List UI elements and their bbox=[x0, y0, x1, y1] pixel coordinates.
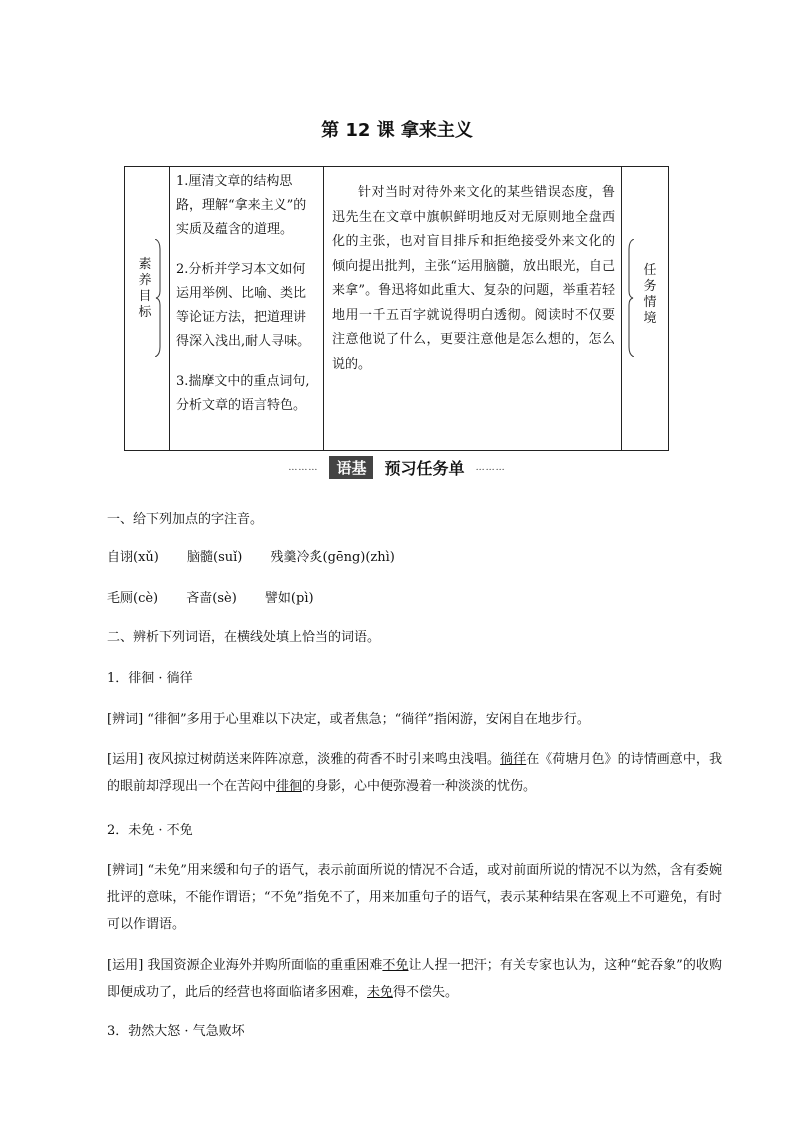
yunyong-label: [运用] bbox=[107, 958, 144, 973]
section-header bbox=[0, 456, 794, 480]
yunyong-text: 的身影，心中便弥漫着一种淡淡的忧伤。 bbox=[302, 779, 537, 794]
q2-heading: 二、辨析下列词语，在横线处填上恰当的词语。 bbox=[107, 630, 381, 645]
bianxi-label: [辨词] bbox=[107, 863, 144, 878]
yunyong-text: 在《荷塘月色》的诗情画意中，我的眼前却浮现出一个在苦闷中 bbox=[107, 752, 722, 794]
answer-word: 徘徊 bbox=[276, 779, 303, 794]
yunyong-text: 让人捏一把汗；有关专家也认为，这种“蛇吞象”的收购即便成功了，此后的经营也将面临诸多困难， bbox=[107, 958, 722, 1000]
answer-word: 徜徉 bbox=[500, 752, 527, 767]
goals-table bbox=[124, 166, 669, 451]
bianxi-label: [辨词] bbox=[107, 712, 144, 727]
right-brace-icon bbox=[155, 239, 161, 357]
q1-heading: 一、给下列加点的字注音。 bbox=[107, 512, 264, 527]
page-title: 第 12 课 拿来主义 bbox=[321, 120, 473, 141]
yunyong-label: [运用] bbox=[107, 752, 144, 767]
item1-yunyong bbox=[107, 746, 722, 800]
q1-row-2 bbox=[107, 585, 722, 612]
pinyin-item: 自诩(xǔ) bbox=[107, 550, 159, 565]
item2-title: 2．未免 · 不免 bbox=[107, 823, 193, 838]
goals-cell bbox=[170, 167, 324, 450]
goal-item: 3.揣摩文中的重点词句,分析文章的语言特色。 bbox=[176, 374, 310, 413]
right-label: 任务情境 bbox=[643, 263, 657, 326]
answer-word: 未免 bbox=[367, 985, 394, 1000]
yunyong-text: 得不偿失。 bbox=[393, 985, 459, 1000]
item2-bianxi bbox=[107, 857, 722, 938]
dots-right: ……… bbox=[475, 462, 506, 473]
left-label: 素养目标 bbox=[138, 257, 152, 320]
q1-row-1 bbox=[107, 544, 722, 571]
yunyong-text: 我国资源企业海外并购所面临的重重困难 bbox=[147, 958, 383, 973]
item1-bianxi bbox=[107, 706, 722, 733]
yunyong-text: 夜风掠过树荫送来阵阵凉意，淡雅的荷香不时引来鸣虫浅唱。 bbox=[147, 752, 501, 767]
bianxi-text: “未免”用来缓和句子的语气，表示前面所说的情况不合适，或对前面所说的情况不以为然，含有委婉批评的意味，不能作谓语；“不免”指免不了，用来加重句子的语气，表示某种结果在客观上不可避免，有时可以作谓语。 bbox=[107, 863, 722, 932]
pinyin-item: 譬如(pì) bbox=[264, 591, 314, 606]
task-text: 针对当时对待外来文化的某些错误态度，鲁迅先生在文章中旗帜鲜明地反对无原则地全盘西化的主张，也对盲目排斥和拒绝接受外来文化的倾向提出批判，主张“运用脑髓，放出眼光，自己来拿”。鲁迅将如此重大、复杂的问题，举重若轻地用一千五百字就说得明白透彻。阅读时不仅要注意他说了什么，更要注意他是怎么想的，怎么说的。 bbox=[332, 185, 615, 372]
pinyin-item: 脑髓(suǐ) bbox=[187, 550, 243, 565]
item1-title: 1．徘徊 · 徜徉 bbox=[107, 671, 193, 686]
left-label-cell bbox=[125, 167, 170, 450]
goal-item: 1.厘清文章的结构思路，理解“拿来主义”的实质及蕴含的道理。 bbox=[176, 174, 307, 237]
goal-item: 2.分析并学习本文如何运用举例、比喻、类比等论证方法，把道理讲得深入浅出,耐人寻味。 bbox=[176, 262, 311, 349]
dots-left: ……… bbox=[288, 462, 319, 473]
answer-word: 不免 bbox=[382, 958, 409, 973]
left-brace-icon bbox=[628, 239, 634, 357]
right-label-cell bbox=[622, 167, 668, 450]
pinyin-item: 残羹冷炙(gēng)(zhì) bbox=[270, 550, 395, 565]
section-badge: 语基 bbox=[329, 456, 373, 479]
section-title: 预习任务单 bbox=[384, 459, 465, 478]
bianxi-text: “徘徊”多用于心里难以下决定，或者焦急；“徜徉”指闲游，安闲自在地步行。 bbox=[147, 712, 590, 727]
item2-yunyong bbox=[107, 952, 722, 1006]
pinyin-item: 吝啬(sè) bbox=[186, 591, 237, 606]
item3-title: 3．勃然大怒 · 气急败坏 bbox=[107, 1024, 245, 1039]
task-cell bbox=[324, 167, 622, 450]
pinyin-item: 毛厕(cè) bbox=[107, 591, 159, 606]
